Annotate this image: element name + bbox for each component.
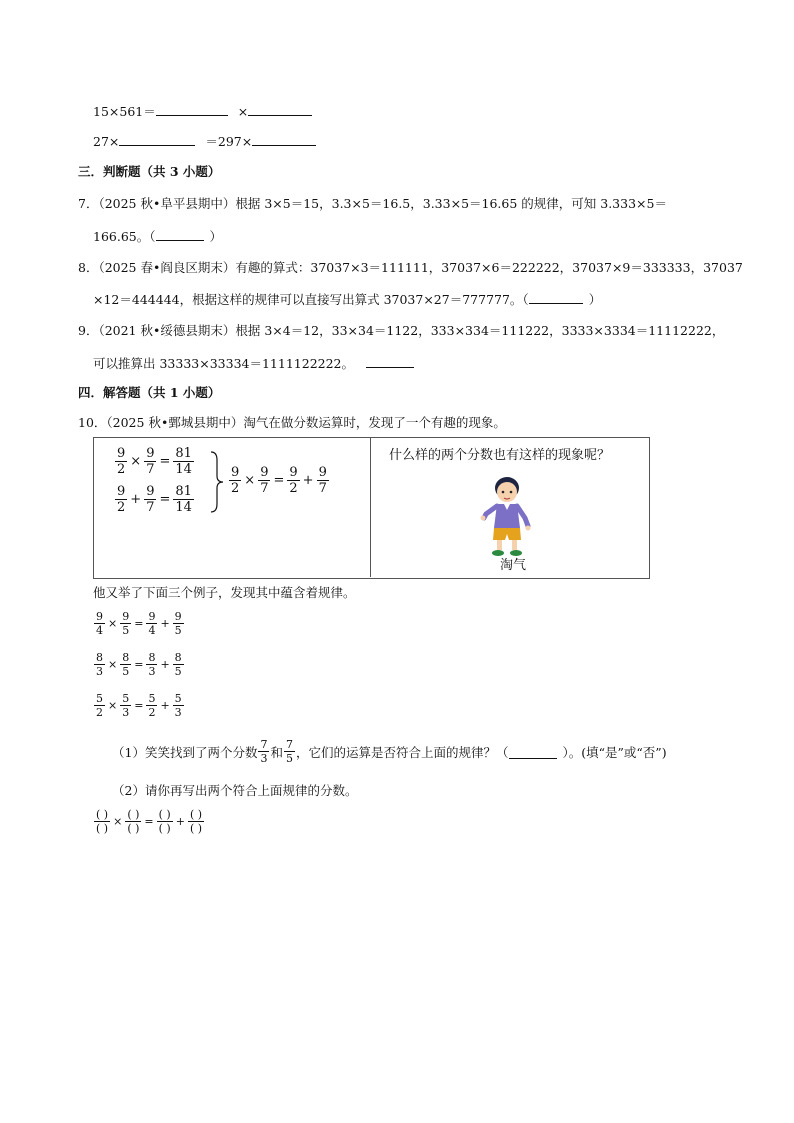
fraction: $\frac{7}{3}$ xyxy=(260,738,268,765)
q8-line2 xyxy=(93,290,601,309)
fraction: $\frac{9}{2}$ xyxy=(231,465,240,496)
part1-text: （1）笑笑找到了两个分数 xyxy=(112,744,258,760)
fraction: $\frac{9}{2}$ xyxy=(289,465,298,496)
part1-and: 和 xyxy=(270,744,283,760)
q6-row1-mid: × xyxy=(237,104,249,119)
blank-fraction[interactable]: $\frac{( )}{( )}$ xyxy=(96,808,109,835)
q10-part1 xyxy=(112,739,667,764)
q7-text: 166.65。（ xyxy=(93,229,156,244)
blank-fraction[interactable]: $\frac{( )}{( )}$ xyxy=(189,808,203,835)
section-title: 三．判断题（共 3 小题） xyxy=(78,164,221,179)
fraction: $\frac{9}{2}$ xyxy=(117,446,126,477)
q10-intro: 10．（2025 秋•鄄城县期中）淘气在做分数运算时，发现了一个有趣的现象。 xyxy=(78,415,506,430)
boy-caption: 淘气 xyxy=(500,558,527,573)
boy-illustration-icon xyxy=(478,474,536,558)
answer-blank[interactable] xyxy=(119,132,195,146)
q6-row2-mid: ＝297× xyxy=(205,134,253,149)
fraction: $\frac{9}{7}$ xyxy=(260,465,269,496)
box-question: 什么样的两个分数也有这样的现象呢？ xyxy=(389,448,611,463)
answer-blank[interactable] xyxy=(156,227,204,241)
answer-blank[interactable] xyxy=(156,102,228,116)
fraction: $\frac{9}{7}$ xyxy=(146,446,155,477)
example-equation: $\frac{8}{3}$ × $\frac{8}{5}$ = $\frac{8}{3}$ + $\frac{8}{5}$ xyxy=(96,651,182,678)
example-equation: $\frac{5}{2}$ × $\frac{5}{3}$ = $\frac{5}{2}$ + $\frac{5}{3}$ xyxy=(96,692,182,719)
fraction: $\frac{81}{14}$ xyxy=(175,446,192,477)
q8-close: ） xyxy=(588,292,602,307)
section-title: 四．解答题（共 1 小题） xyxy=(78,385,221,400)
box-equation-2: $\frac{9}{2}$ + $\frac{9}{7}$ = $\frac{81}{14}$ xyxy=(117,484,192,515)
fraction: $\frac{9}{7}$ xyxy=(318,465,327,496)
q7-line1: 7．（2025 秋•阜平县期中）根据 3×5＝15，3.3×5＝16.5，3.33×5＝16.65 的规律，可知 3.333×5＝ xyxy=(78,196,667,211)
answer-blank[interactable] xyxy=(252,132,316,146)
part1-question: ，它们的运算是否符合上面的规律？（ xyxy=(295,744,509,760)
blank-fraction[interactable]: $\frac{( )}{( )}$ xyxy=(127,808,140,835)
q6-row1-left: 15×561＝ xyxy=(93,104,156,119)
examples-intro: 他又举了下面三个例子，发现其中蕴含着规律。 xyxy=(93,585,356,600)
q9-line2 xyxy=(93,354,414,373)
q6-row1 xyxy=(93,102,312,121)
q6-row2 xyxy=(93,132,316,151)
answer-blank[interactable] xyxy=(509,745,557,759)
answer-blank[interactable] xyxy=(366,354,414,368)
fraction: $\frac{7}{5}$ xyxy=(285,738,293,765)
q9-text: 可以推算出 33333×33334＝1111122222。 xyxy=(93,356,355,371)
answer-blank[interactable] xyxy=(529,290,583,304)
fraction: $\frac{81}{14}$ xyxy=(175,484,192,515)
blank-fraction[interactable]: $\frac{( )}{( )}$ xyxy=(158,808,171,835)
fraction: $\frac{9}{7}$ xyxy=(146,484,155,515)
q10-part2: （2）请你再写出两个符合上面规律的分数。 xyxy=(112,783,358,798)
q7-close: ） xyxy=(209,229,223,244)
brace-icon xyxy=(209,450,225,514)
part1-tail: ）。(填“是”或“否”) xyxy=(562,744,667,760)
q8-line1: 8．（2025 春•阎良区期末）有趣的算式：37037×3＝111111，37037×6＝222222，37037×9＝333333，37037 xyxy=(78,260,743,275)
q8-text: ×12＝444444，根据这样的规律可以直接写出算式 37037×27＝777777。（ xyxy=(93,292,529,307)
box-equation-3: $\frac{9}{2}$ × $\frac{9}{7}$ = $\frac{9}{2}$ + $\frac{9}{7}$ xyxy=(231,465,327,496)
q6-row2-left: 27× xyxy=(93,134,120,149)
q9-line1: 9．（2021 秋•绥德县期末）根据 3×4＝12，33×34＝1122，333×334＝111222，3333×3334＝11112222， xyxy=(78,323,725,338)
fraction: $\frac{9}{2}$ xyxy=(117,484,126,515)
box-equation-1: $\frac{9}{2}$ × $\frac{9}{7}$ = $\frac{81}{14}$ xyxy=(117,446,192,477)
blank-fraction-equation: $\frac{( )}{( )}$ × $\frac{( )}{( )}$ = $\frac{( )}{( )}$ + $\frac{( )}{( )}$ xyxy=(96,808,203,835)
q7-line2 xyxy=(93,227,222,246)
answer-blank[interactable] xyxy=(248,102,312,116)
example-equation: $\frac{9}{4}$ × $\frac{9}{5}$ = $\frac{9}{4}$ + $\frac{9}{5}$ xyxy=(96,610,182,637)
box-divider xyxy=(370,437,371,577)
